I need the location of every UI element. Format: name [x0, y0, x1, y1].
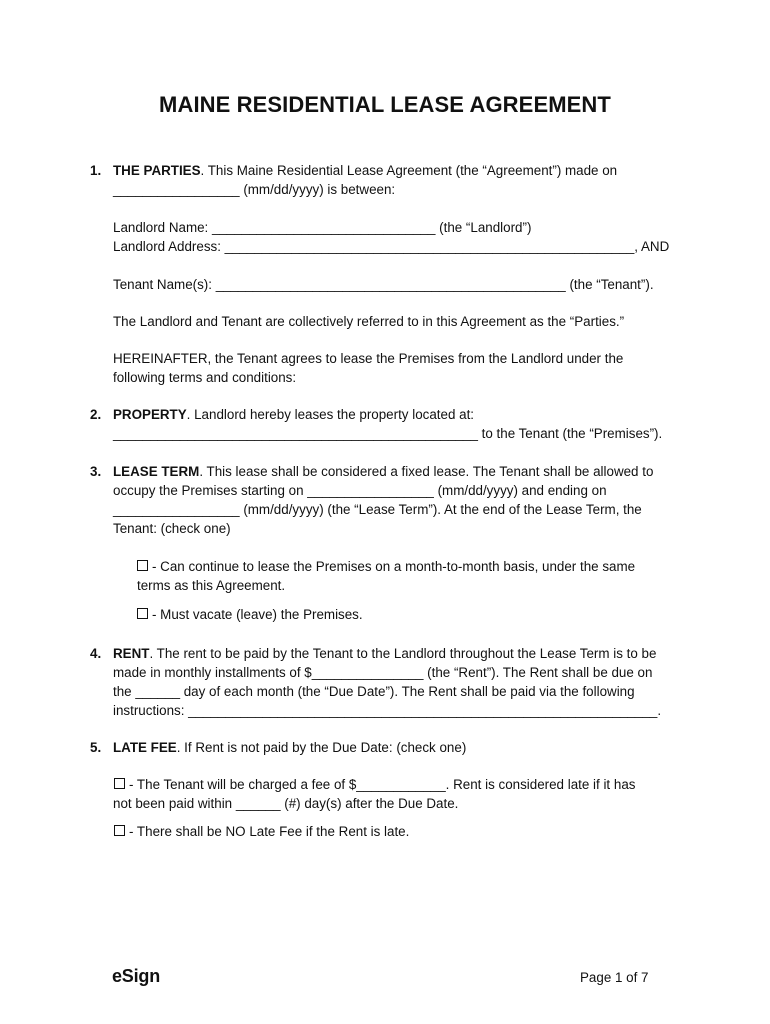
lease-term-option-1-line-2: terms as this Agreement. — [137, 578, 286, 593]
section-5-number: 5. — [90, 740, 102, 755]
section-5-line-1: LATE FEE. If Rent is not paid by the Due Date: (check one) — [113, 740, 467, 755]
parties-statement: The Landlord and Tenant are collectively referred to in this Agreement as the “Parties.” — [113, 314, 625, 329]
lease-term-checkbox-vacate[interactable] — [137, 608, 148, 619]
esign-logo: eSign — [112, 966, 161, 986]
section-4-line-3: the ______ day of each month (the “Due Date”). The Rent shall be paid via the following — [113, 684, 635, 699]
section-1-number: 1. — [90, 163, 102, 178]
lease-term-option-2: - Must vacate (leave) the Premises. — [152, 607, 363, 622]
hereinafter-line-1: HEREINAFTER, the Tenant agrees to lease the Premises from the Landlord under the — [113, 351, 624, 366]
section-2-line-2: _________________________________________________ to the Tenant (the “Premises”). — [113, 426, 663, 441]
section-2-number: 2. — [90, 407, 102, 422]
section-3-line-2: occupy the Premises starting on _________________ (mm/dd/yyyy) and ending on — [113, 483, 607, 498]
late-fee-option-1-line-2: not been paid within ______ (#) day(s) after the Due Date. — [113, 796, 459, 811]
late-fee-option-1-line-1: - The Tenant will be charged a fee of $____________. Rent is considered late if it has — [129, 777, 636, 792]
section-4-line-2: made in monthly installments of $_______________ (the “Rent”). The Rent shall be due on — [113, 665, 653, 680]
section-1-line-1: THE PARTIES. This Maine Residential Lease Agreement (the “Agreement”) made on — [113, 163, 618, 178]
section-5-heading: LATE FEE — [113, 740, 177, 755]
landlord-name-field: Landlord Name: ______________________________ (the “Landlord”) — [113, 220, 532, 235]
section-1-line-2: _________________ (mm/dd/yyyy) is between: — [113, 182, 396, 197]
late-fee-option-2: - There shall be NO Late Fee if the Rent is late. — [129, 824, 410, 839]
section-4-line-4: instructions: _______________________________________________________________. — [113, 703, 662, 718]
section-1-heading: THE PARTIES — [113, 163, 201, 178]
section-4-heading: RENT — [113, 646, 150, 661]
late-fee-checkbox-none[interactable] — [114, 825, 125, 836]
landlord-address-field: Landlord Address: _______________________________________________________, AND — [113, 239, 670, 254]
section-3-line-3: _________________ (mm/dd/yyyy) (the “Lease Term”). At the end of the Lease Term, the — [113, 502, 642, 517]
tenant-name-field: Tenant Name(s): _______________________________________________ (the “Tenant”). — [113, 277, 654, 292]
document-title: MAINE RESIDENTIAL LEASE AGREEMENT — [159, 92, 611, 117]
lease-term-checkbox-month-to-month[interactable] — [137, 560, 148, 571]
late-fee-checkbox-charged[interactable] — [114, 778, 125, 789]
section-3-line-1: LEASE TERM. This lease shall be considered a fixed lease. The Tenant shall be allowed to — [113, 464, 654, 479]
section-2-heading: PROPERTY — [113, 407, 187, 422]
section-2-line-1: PROPERTY. Landlord hereby leases the property located at: — [113, 407, 475, 422]
section-3-number: 3. — [90, 464, 102, 479]
lease-term-option-1-line-1: - Can continue to lease the Premises on a month-to-month basis, under the same — [152, 559, 636, 574]
section-4-number: 4. — [90, 646, 102, 661]
section-3-heading: LEASE TERM — [113, 464, 200, 479]
hereinafter-line-2: following terms and conditions: — [113, 370, 297, 385]
section-3-line-4: Tenant: (check one) — [113, 521, 231, 536]
page-number: Page 1 of 7 — [580, 970, 649, 985]
section-4-line-1: RENT. The rent to be paid by the Tenant to the Landlord throughout the Lease Term is to be — [113, 646, 657, 661]
